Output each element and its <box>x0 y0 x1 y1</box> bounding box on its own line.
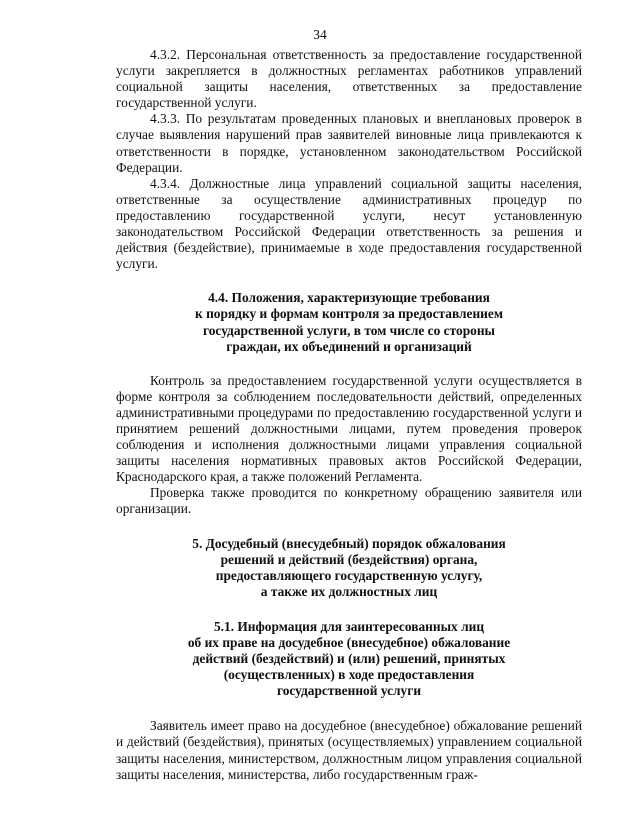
heading-line: 5.1. Информация для заинтересованных лиц <box>213 618 485 634</box>
heading-section-5 <box>116 536 582 600</box>
heading-line: действий (бездействий) и (или) решений, принятых <box>192 651 506 667</box>
heading-line: граждан, их объединений и организаций <box>226 338 472 354</box>
paragraph-4-3-3: 4.3.3. По результатам проведенных плановых и внеплановых проверок в случае выявления нарушений прав заявителей виновные лица привлекаются к ответственности в порядке, установленном законодательством Российской Федерации. <box>116 111 582 175</box>
heading-line: предоставляющего государственную услугу, <box>215 567 483 583</box>
heading-line: государственной услуги <box>276 683 422 699</box>
heading-line: 4.4. Положения, характеризующие требования <box>208 290 490 306</box>
paragraph-check: Проверка также проводится по конкретному обращению заявителя или организации. <box>116 485 582 517</box>
heading-section-5-1 <box>116 619 582 699</box>
paragraph-control: Контроль за предоставлением государственной услуги осуществляется в форме контроля за соблюдением последовательности действий, определенных административными процедурами по предоставлению государственной услуги и принятием решений должностными лицами, путем проведения проверок соблюдения и исполнения должностными лицами управления социальной защиты населения нормативных правовых актов Российской Федерации, Краснодарского края, а также положений Регламента. <box>116 372 582 485</box>
paragraph-4-3-2: 4.3.2. Персональная ответственность за предоставление государственной услуги закрепляется в должностных регламентах работников управлений социальной защиты населения, ответственных за предоставление государственной услуги. <box>116 47 582 111</box>
heading-line: решений и действий (бездействия) органа, <box>220 551 478 567</box>
heading-line: об их праве на досудебное (внесудебное) обжалование <box>187 635 511 650</box>
page-number: 34 <box>313 27 327 42</box>
heading-line: государственной услуги, в том числе со стороны <box>202 322 496 338</box>
heading-section-4-4 <box>116 290 582 354</box>
paragraph-4-3-4: 4.3.4. Должностные лица управлений социальной защиты населения, ответственные за осуществление административных процедур по предоставлению государственной услуги, несут установленную законодательством Российской Федерации ответственность за решения и действия (бездействие), принимаемые в ходе предоставления государственной услуги. <box>116 175 582 272</box>
paragraph-applicant: Заявитель имеет право на досудебное (внесудебное) обжалование решений и действий (бездействия), принятых (осуществляемых) управлением социальной защиты населения, министерством, должностным лицом управления социальной защиты населения, министерства, либо государственным граж- <box>116 718 582 782</box>
heading-line: (осуществленных) в ходе предоставления <box>223 667 475 683</box>
heading-line: 5. Досудебный (внесудебный) порядок обжалования <box>192 535 506 551</box>
page-content <box>116 47 582 783</box>
heading-line: к порядку и формам контроля за предоставлением <box>195 306 503 322</box>
heading-line: а также их должностных лиц <box>260 583 438 599</box>
